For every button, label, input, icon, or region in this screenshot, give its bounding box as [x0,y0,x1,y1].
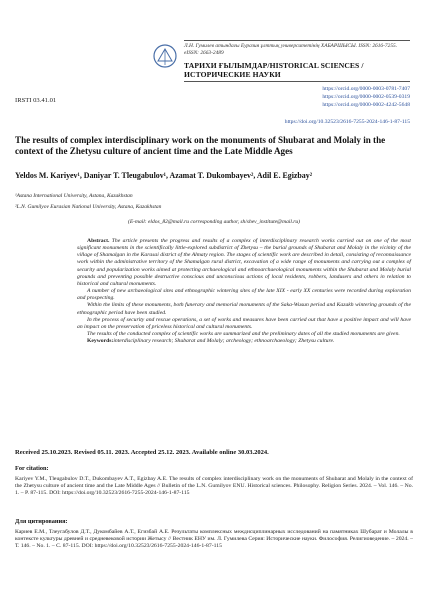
header-rule-bottom [184,81,410,82]
abstract-paragraph-4: In the process of security and rescue operations, a set of works and measures have been carried out that have a positive impact and will have an impact on the preservation of priceless historical and cultural monuments. [77,316,411,330]
author-list: Yeldos M. Kariyev¹, Daniyar T. Tleugabulov¹, Azamat T. Dukombayev², Adil E. Egizbay² [15,171,313,180]
abstract-block [77,238,411,345]
keywords-line: Keywords:interdisciplinary research; Shubarat and Molaly; archeology; ethnoarchaeology; Zhetysu culture. [87,338,335,345]
doi-link[interactable]: https://doi.org/10.32523/2616-7255-2024-146-1-87-115 [284,119,410,125]
abstract-paragraph-5: The results of the conducted complex of scientific works are summarized and the preliminary dates of all the studied monuments are given. [87,331,400,338]
series-name: ТАРИХИ ҒЫЛЫМДАР/HISTORICAL SCIENCES / ИСТОРИЧЕСКИЕ НАУКИ [184,61,364,79]
citation-ru-label: Для цитирования: [15,518,68,525]
received-dates: Received 25.10.2023. Revised 05.11. 2023. Accepted 25.12. 2023. Available online 30.03.2024. [15,449,269,456]
citation-text: Kariyev Y.M., Tleugabulov D.T., Dukombayev A.T., Egizbay A.E. The results of complex interdisciplinary work on the monuments of Shubarat and Molaly in the context of the Zhetysu culture of ancient time and the Late Middle Ages // Bulletin of the L.N. Gumilyov ENU. Historical sciences. Philosophy. Religion Series. 2024. – Vol. 146. – No. 1. – P. 87-115. DOI: https://doi.org/10.32523/2616-7255-2024-146-1-87-115 [15,476,413,497]
university-logo-icon [152,43,178,71]
affiliation-1: ¹Astana International University, Astana, Kazakhstan [15,193,133,199]
orcid-link-1[interactable]: https://orcid.org/0000-0003-0781-7407 [322,86,410,92]
citation-label: For citation: [15,465,49,472]
abstract-paragraph-1: Abstract. The article presents the progress and results of a complex of interdisciplinary research works carried out on one of the most significant monuments in the scientifically little-explored subdistrict of Zhetysu – the burial grounds of Shubarat and Molaly in the vicinity of the village of Shamalgan in the Karasai district of the Almaty region. The stages of scientific work are described in detail, consisting of reconnaissance work within the administrative territory of the Shamalgan rural district, excavation of a wide range of monuments and carrying out a complex of security and popularization works aimed at protecting archaeological and ethnoarchaeological monuments within the Shubarat and Molaly burial grounds and preventing possible destructive conscious and unconscious actions of local residents, robbers, landusers and others in relation to historical and cultural monuments. [77,238,411,287]
orcid-link-2[interactable]: https://orcid.org/0000-0002-0539-0319 [322,94,410,100]
header-rule-top [184,40,410,41]
irsti-code: IRSTI 03.41.01 [15,97,57,104]
article-title: The results of complex interdisciplinary work on the monuments of Shubarat and Molaly in the context of the Zhetysu culture of ancient time and the Late Middle Ages [15,135,386,156]
journal-name: Л.Н. Гумилев атындағы Еуразия ұлттық университетінің ХАБАРШЫСЫ. ISSN: 2616-7255. eISSN: 2663-2489 [184,43,398,56]
abstract-paragraph-2: A number of new archaeological sites and ethnographic wintering sites of the late XIX - early XX centuries were recorded during exploration and prospecting. [77,288,411,302]
abstract-label: Abstract. [87,238,110,244]
affiliation-2: ²L.N. Gumilyov Eurasian National University, Astana, Kazakhstan [15,204,162,210]
email-line: (E-mail: eldos_82@mail.ru corresponding author, sh/shev_institute@mail.ru) [127,219,300,225]
keywords-label: Keywords: [87,338,114,345]
abstract-paragraph-3: Within the limits of these monuments, both funerary and memorial monuments of the Saka-Wusun period and Kazakh wintering grounds of the ethnographic period have been studied. [77,302,411,316]
orcid-link-3[interactable]: https://orcid.org/0000-0002-4242-5648 [322,102,410,108]
citation-ru-text: Кариев Е.М., Тлеугабулов Д.Т., Дукомбайев А.Т., Егизбай А.Е. Результаты комплексных междисциплинарных исследований на памятниках Шубарат и Молалы в контексте культуры древней и средневековой истории Жетысу // Вестник ЕНУ им. Л. Гумилева Серия: Исторические науки. Философия. Религиоведение. – 2024. – Т. 146. – No. 1. – С. 87-115. DOI: https://doi.org/10.32523/2616-7255-2024-146-1-87-115 [15,529,413,550]
